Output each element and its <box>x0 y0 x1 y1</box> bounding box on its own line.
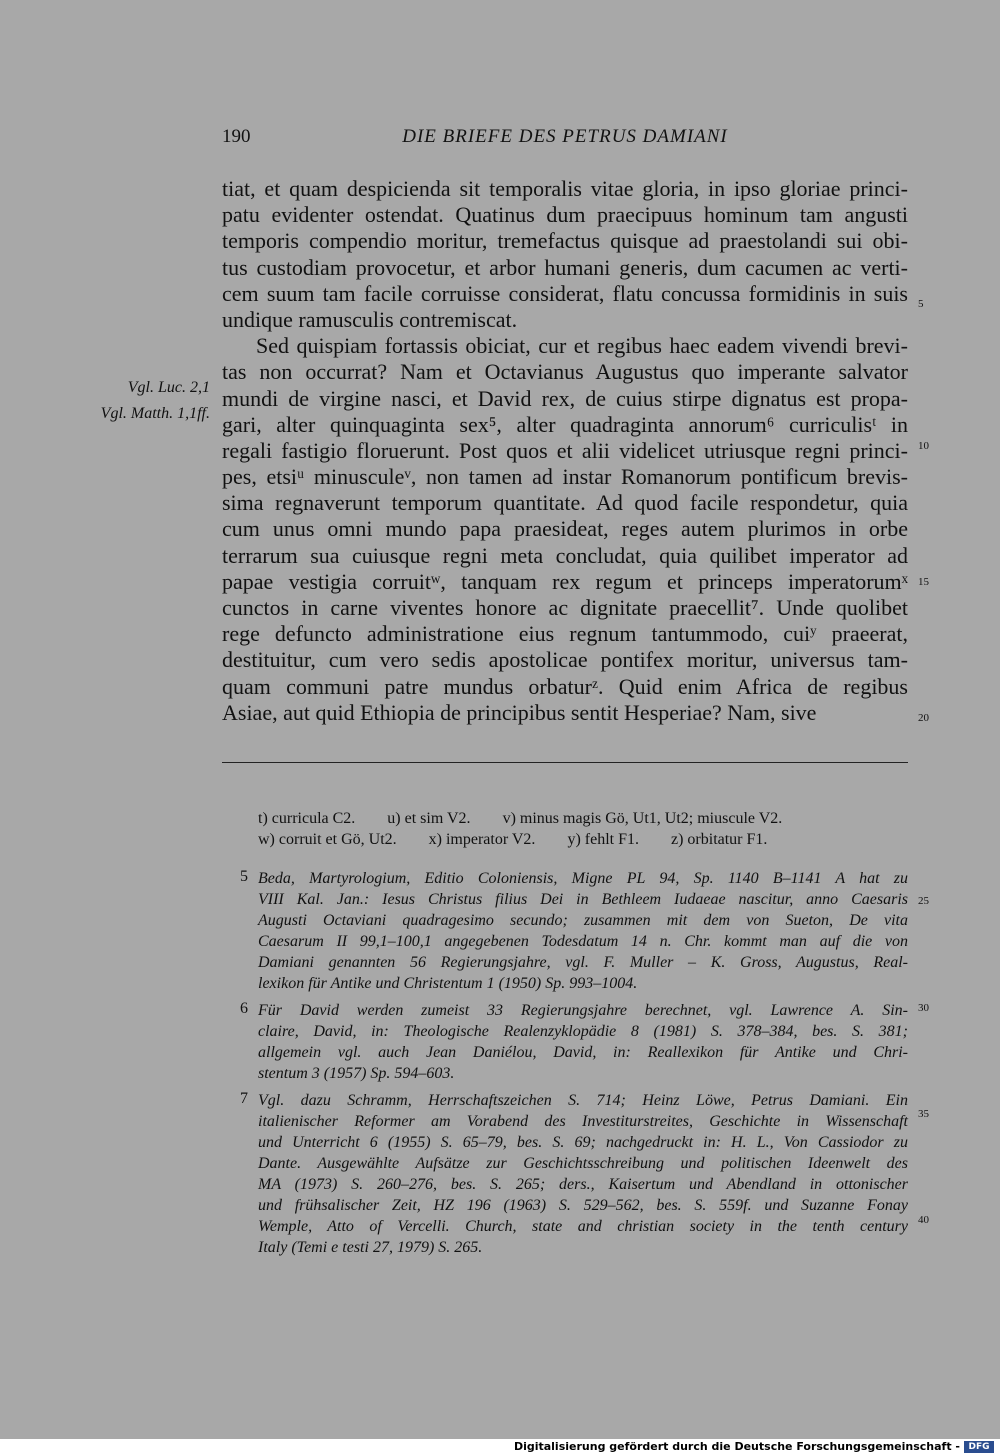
page-header <box>222 126 908 152</box>
line-number: 30 <box>918 1002 929 1014</box>
text-line: cum unus omni mundo papa praesideat, reges autem plurimos in orbe <box>222 516 908 542</box>
text-line: papae vestigia corruitʷ, tanquam rex regum et princeps imperatorumˣ <box>222 568 908 594</box>
footnote <box>240 1000 908 1084</box>
footnote-line: und frühsalischer Zeit, HZ 196 (1963) S. 529–562, bes. S. 559f. und Suzanne Fonay <box>258 1197 908 1214</box>
text-line: mundi de virgine nasci, et David rex, de cuius stirpe dignatus est propa- <box>222 385 908 411</box>
line-number: 35 <box>918 1108 929 1120</box>
variant-entry: v) minus magis Gö, Ut1, Ut2; miuscule V2. <box>502 810 783 827</box>
footnote-line: Wemple, Atto of Vercelli. Church, state and christian society in the tenth century <box>258 1218 908 1235</box>
page-number: 190 <box>222 126 251 147</box>
footnote-line: stentum 3 (1957) Sp. 594–603. <box>258 1065 455 1082</box>
text-line: cem suum tam facile corruisse considerat, flatu concussa formidinis in suis <box>222 280 908 306</box>
footnote <box>240 868 908 994</box>
main-text <box>222 176 908 726</box>
text-line: Sed quispiam fortassis obiciat, cur et regibus haec eadem vivendi brevi- <box>256 333 908 359</box>
footnote-line: Vgl. dazu Schramm, Herrschaftszeichen S. 714; Heinz Löwe, Petrus Damiani. Ein <box>258 1092 908 1109</box>
text-line: tas non occurrat? Nam et Octavianus Augustus quo imperante salvator <box>222 359 908 385</box>
line-number: 40 <box>918 1214 929 1226</box>
variant-entry: t) curricula C2. <box>258 810 356 827</box>
line-number: 5 <box>918 298 924 310</box>
text-line: gari, alter quinquaginta sex⁵, alter quadraginta annorum⁶ curriculisᵗ in <box>222 411 908 437</box>
text-line: regali fastigio floruerunt. Post quos et alii videlicet utriusque regni princi- <box>222 437 908 463</box>
footnotes <box>240 868 908 1264</box>
variant-line <box>258 808 908 829</box>
text-line: temporis compendio moritur, tremefactus quisque ad praestolandi sui obi- <box>222 228 908 254</box>
margin-note-matthew: Vgl. Matth. 1,1ff. <box>100 405 210 422</box>
footnote-line: und Unterricht 6 (1955) S. 65–79, bes. S. 69; nachgedruckt in: H. L., Von Cassiodor zu <box>258 1134 908 1151</box>
footnote-line: Italy (Temi e testi 27, 1979) S. 265. <box>258 1239 483 1256</box>
footnote-line: lexikon für Antike und Christentum 1 (1950) Sp. 993–1004. <box>258 975 638 992</box>
line-number: 10 <box>918 440 929 452</box>
text-line: terrarum sua cuiusque regni meta concludat, quia quilibet imperator ad <box>222 542 908 568</box>
text-line: cunctos in carne viventes honore ac dignitate praecellit⁷. Unde quolibet <box>222 595 908 620</box>
footnote-line: Augusti Octaviani quadragesimo secundo; zusammen mit dem von Sueton, De vita <box>258 912 908 929</box>
footnote-line: Caesarum II 99,1–100,1 angegebenen Todesdatum 14 n. Chr. kommt man auf die von <box>258 933 908 950</box>
funding-notice: Digitalisierung gefördert durch die Deutsche Forschungsgemeinschaft - <box>513 1440 960 1453</box>
critical-apparatus <box>258 808 908 850</box>
line-number: 25 <box>918 895 929 907</box>
text-line: patu evidenter ostendat. Quatinus dum praecipuus hominum tam angusti <box>222 202 908 228</box>
text-line: tus custodiam provocetur, et arbor humani generis, dum cacumen ac verti- <box>222 254 908 280</box>
footnote-separator <box>222 762 908 763</box>
footnote-line: claire, David, in: Theologische Realenzyklopädie 8 (1981) S. 378–384, bes. S. 381; <box>258 1023 908 1040</box>
footnote-line: Dante. Ausgewählte Aufsätze zur Geschichtsschreibung und politischen Ideenwelt des <box>258 1155 908 1172</box>
variant-entry: x) imperator V2. <box>428 831 536 848</box>
text-line: tiat, et quam despicienda sit temporalis vitae gloria, in ipso gloriae princi- <box>222 176 908 201</box>
footnote-line: Für David werden zumeist 33 Regierungsjahre berechnet, vgl. Lawrence A. Sin- <box>258 1002 908 1019</box>
footnote <box>240 1090 908 1258</box>
variant-line <box>258 829 908 850</box>
variant-entry: y) fehlt F1. <box>567 831 639 848</box>
text-line: Asiae, aut quid Ethiopia de principibus sentit Hesperiae? Nam, sive <box>222 699 817 725</box>
line-number: 15 <box>918 576 929 588</box>
footnote-number: 5 <box>240 868 248 885</box>
margin-note-luke: Vgl. Luc. 2,1 <box>127 379 210 396</box>
running-title: DIE BRIEFE DES PETRUS DAMIANI <box>402 126 728 147</box>
dfg-logo: DFG <box>964 1441 994 1453</box>
line-number: 20 <box>918 712 929 724</box>
variant-entry: w) corruit et Gö, Ut2. <box>258 831 397 848</box>
footnote-line: Beda, Martyrologium, Editio Coloniensis, Migne PL 94, Sp. 1140 B–1141 A hat zu <box>258 870 908 887</box>
text-line: sima regnaverunt temporum quantitate. Ad quod facile respondetur, quia <box>222 490 908 516</box>
text-line: undique ramusculis contremiscat. <box>222 306 518 332</box>
variant-entry: z) orbitatur F1. <box>670 831 768 848</box>
footnote-line: italienischer Reformer am Vorabend des Investiturstreites, Geschichte in Wissenschaft <box>258 1113 908 1130</box>
footnote-number: 7 <box>240 1090 248 1107</box>
text-line: quam communi patre mundus orbaturᶻ. Quid enim Africa de regibus <box>222 673 908 699</box>
text-line: rege defuncto administratione eius regnum tantummodo, cuiʸ praeerat, <box>222 621 908 647</box>
footnote-line: MA (1973) S. 260–276, bes. S. 265; ders., Kaisertum und Abendland in ottonischer <box>258 1176 908 1193</box>
footnote-number: 6 <box>240 1000 248 1017</box>
footer-bar <box>0 1439 1000 1455</box>
footnote-line: VIII Kal. Jan.: Iesus Christus filius Dei in Bethleem Iudaeae nascitur, anno Caesaris <box>258 891 908 908</box>
footnote-line: allgemein vgl. auch Jean Daniélou, David, in: Reallexikon für Antike und Chri- <box>258 1044 908 1061</box>
footnote-line: Damiani genannten 56 Regierungsjahre, vgl. F. Muller – K. Gross, Augustus, Real- <box>258 954 908 971</box>
text-line: pes, etsiᵘ minusculeᵛ, non tamen ad instar Romanorum pontificum brevis- <box>222 464 908 490</box>
text-line: destituitur, cum vero sedis apostolicae pontifex moritur, universus tam- <box>222 647 908 673</box>
variant-entry: u) et sim V2. <box>387 810 471 827</box>
